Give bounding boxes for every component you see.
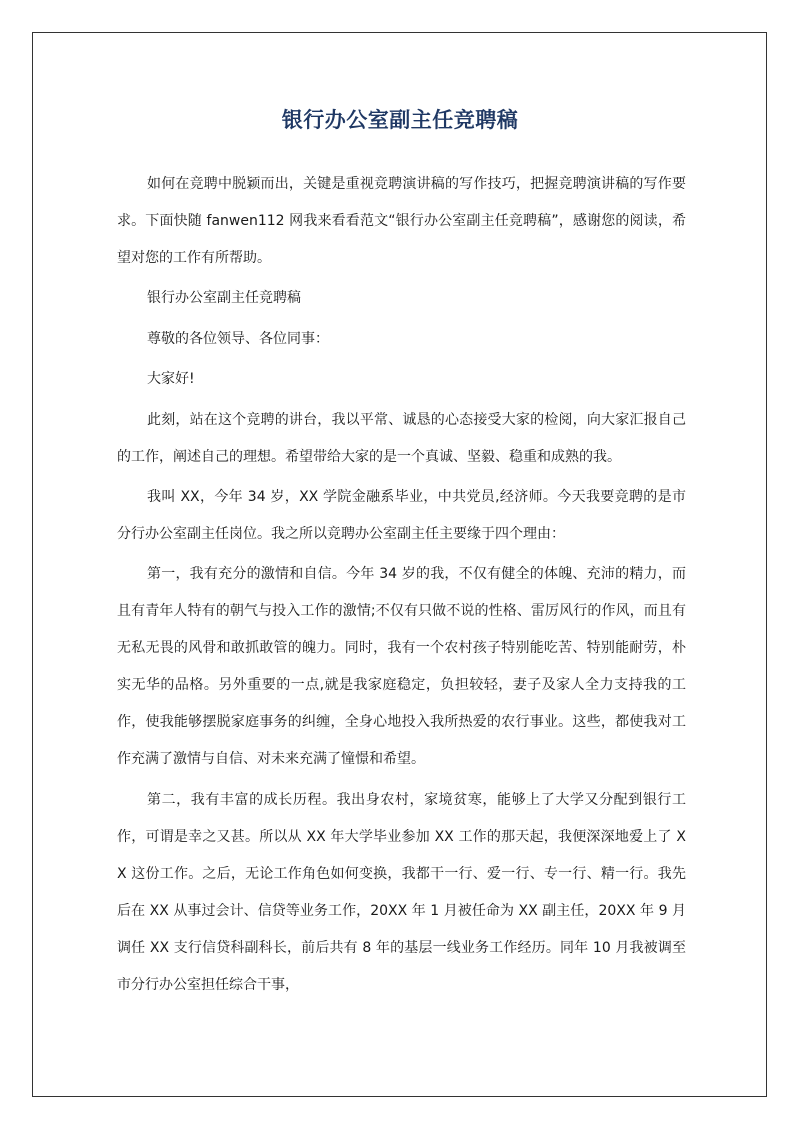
paragraph-greeting: 大家好! — [147, 371, 195, 388]
paragraph-reason-one: 第一，我有充分的激情和自信。今年 34 岁的我，不仅有健全的体魄、充沛的精力，而且有青年人特有的朝气与投入工作的激情;不仅有只做不说的性格、雷厉风行的作风，而且有无私无畏的风骨和敢抓敢管的魄力。同时，我有一个农村孩子特别能吃苦、特别能耐劳，朴实无华的品格。另外重要的一点,就是我家庭稳定，负担较轻，妻子及家人全力支持我的工作，使我能够摆脱家庭事务的纠缠，全身心地投入我所热爱的农行事业。这些，都使我对工作充满了激情与自信、对未来充满了憧憬和希望。 — [117, 566, 686, 768]
document-title: 银行办公室副主任竞聘稿 — [281, 108, 519, 132]
paragraph-self-intro: 我叫 XX，今年 34 岁，XX 学院金融系毕业，中共党员,经济师。今天我要竞聘的是市分行办公室副主任岗位。我之所以竞聘办公室副主任主要缘于四个理由： — [117, 488, 686, 542]
paragraph-reason-two: 第二，我有丰富的成长历程。我出身农村，家境贫寒，能够上了大学又分配到银行工作，可谓是幸之又甚。所以从 XX 年大学毕业参加 XX 工作的那天起，我便深深地爱上了 XX 这份工作。之后，无论工作角色如何变换，我都干一行、爱一行、专一行、精一行。我先后在 XX 从事过会计、信贷等业务工作，20XX 年 1 月被任命为 XX 副主任，20XX 年 9 月调任 XX 支行信贷科副科长，前后共有 8 年的基层一线业务工作经历。同年 10 月我被调至市分行办公室担任综合干事， — [117, 791, 686, 993]
paragraph-subtitle: 银行办公室副主任竞聘稿 — [147, 290, 301, 307]
document-body — [117, 166, 686, 1007]
paragraph-opening: 此刻，站在这个竞聘的讲台，我以平常、诚恳的心态接受大家的检阅，向大家汇报自己的工作，阐述自己的理想。希望带给大家的是一个真诚、坚毅、稳重和成熟的我。 — [117, 411, 686, 465]
paragraph-salutation: 尊敬的各位领导、各位同事： — [147, 330, 329, 347]
paragraph-intro: 如何在竞聘中脱颖而出，关键是重视竞聘演讲稿的写作技巧，把握竞聘演讲稿的写作要求。下面快随 fanwen112 网我来看看范文“银行办公室副主任竞聘稿”，感谢您的阅读，希望对您的工作有所帮助。 — [117, 176, 686, 266]
